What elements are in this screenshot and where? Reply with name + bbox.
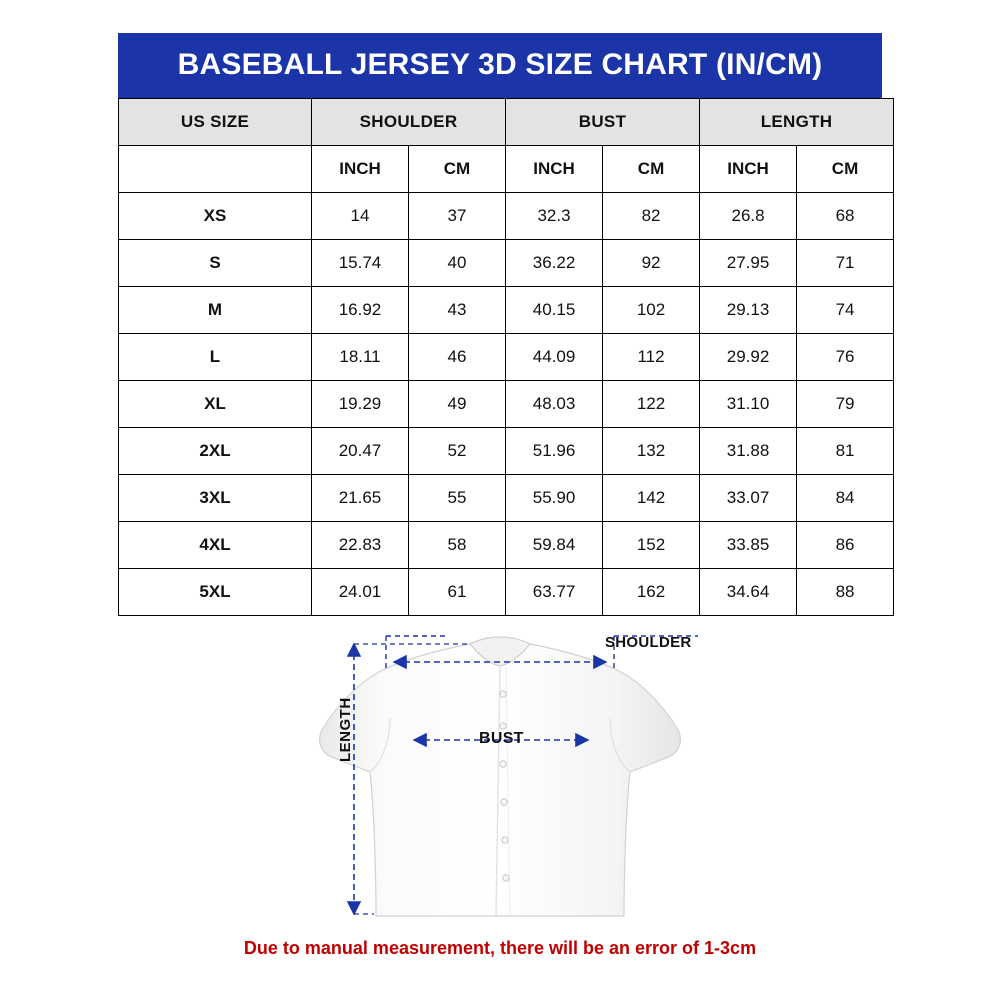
cell-size: 5XL (119, 568, 312, 615)
cell-length-cm: 76 (797, 333, 894, 380)
cell-length-cm: 88 (797, 568, 894, 615)
cell-shoulder-inch: 20.47 (312, 427, 409, 474)
cell-length-inch: 27.95 (700, 239, 797, 286)
cell-size: 2XL (119, 427, 312, 474)
cell-size: 3XL (119, 474, 312, 521)
unit-header-length-inch: INCH (700, 145, 797, 192)
table-row (119, 427, 894, 474)
table-row (119, 474, 894, 521)
cell-shoulder-cm: 37 (409, 192, 506, 239)
cell-bust-cm: 132 (603, 427, 700, 474)
cell-bust-cm: 82 (603, 192, 700, 239)
table-row (119, 380, 894, 427)
cell-length-cm: 86 (797, 521, 894, 568)
cell-size: L (119, 333, 312, 380)
table-row (119, 286, 894, 333)
group-header-bust: BUST (506, 98, 700, 145)
cell-bust-cm: 122 (603, 380, 700, 427)
table-row (119, 568, 894, 615)
cell-length-cm: 74 (797, 286, 894, 333)
cell-length-inch: 29.13 (700, 286, 797, 333)
cell-shoulder-inch: 24.01 (312, 568, 409, 615)
cell-size: XS (119, 192, 312, 239)
cell-length-inch: 31.88 (700, 427, 797, 474)
cell-shoulder-cm: 61 (409, 568, 506, 615)
cell-shoulder-cm: 49 (409, 380, 506, 427)
cell-length-inch: 33.85 (700, 521, 797, 568)
size-table (118, 98, 894, 616)
unit-header-bust-inch: INCH (506, 145, 603, 192)
size-chart-container (118, 33, 882, 616)
cell-shoulder-cm: 55 (409, 474, 506, 521)
cell-bust-inch: 59.84 (506, 521, 603, 568)
cell-length-cm: 79 (797, 380, 894, 427)
cell-shoulder-cm: 58 (409, 521, 506, 568)
measurement-diagram (118, 622, 882, 932)
cell-bust-inch: 63.77 (506, 568, 603, 615)
table-row (119, 521, 894, 568)
table-row (119, 239, 894, 286)
cell-length-inch: 31.10 (700, 380, 797, 427)
cell-length-inch: 29.92 (700, 333, 797, 380)
jersey-illustration (118, 622, 882, 932)
cell-bust-inch: 40.15 (506, 286, 603, 333)
cell-shoulder-cm: 52 (409, 427, 506, 474)
unit-header-bust-cm: CM (603, 145, 700, 192)
table-group-header-row (119, 98, 894, 145)
cell-shoulder-cm: 40 (409, 239, 506, 286)
cell-shoulder-inch: 14 (312, 192, 409, 239)
jersey-shape (320, 637, 681, 916)
cell-bust-cm: 142 (603, 474, 700, 521)
cell-shoulder-cm: 46 (409, 333, 506, 380)
unit-header-shoulder-cm: CM (409, 145, 506, 192)
table-unit-header-row (119, 145, 894, 192)
group-header-us-size: US SIZE (119, 98, 312, 145)
cell-length-cm: 81 (797, 427, 894, 474)
table-row (119, 192, 894, 239)
cell-bust-cm: 102 (603, 286, 700, 333)
cell-bust-inch: 55.90 (506, 474, 603, 521)
cell-bust-inch: 48.03 (506, 380, 603, 427)
measurement-note: Due to manual measurement, there will be an error of 1-3cm (243, 938, 757, 958)
cell-length-inch: 33.07 (700, 474, 797, 521)
length-label: LENGTH (337, 697, 354, 762)
bust-label: BUST (479, 730, 524, 747)
table-row (119, 333, 894, 380)
cell-shoulder-inch: 21.65 (312, 474, 409, 521)
cell-shoulder-inch: 19.29 (312, 380, 409, 427)
cell-shoulder-inch: 22.83 (312, 521, 409, 568)
cell-bust-cm: 162 (603, 568, 700, 615)
cell-bust-inch: 32.3 (506, 192, 603, 239)
cell-bust-cm: 92 (603, 239, 700, 286)
cell-length-cm: 68 (797, 192, 894, 239)
page-title: BASEBALL JERSEY 3D SIZE CHART (IN/CM) (118, 33, 882, 98)
cell-shoulder-inch: 16.92 (312, 286, 409, 333)
cell-length-cm: 84 (797, 474, 894, 521)
cell-shoulder-inch: 15.74 (312, 239, 409, 286)
cell-bust-inch: 51.96 (506, 427, 603, 474)
cell-bust-inch: 36.22 (506, 239, 603, 286)
cell-shoulder-inch: 18.11 (312, 333, 409, 380)
cell-length-inch: 26.8 (700, 192, 797, 239)
unit-header-shoulder-inch: INCH (312, 145, 409, 192)
cell-size: 4XL (119, 521, 312, 568)
cell-size: M (119, 286, 312, 333)
shoulder-label: SHOULDER (605, 634, 692, 651)
unit-header-blank (119, 145, 312, 192)
cell-shoulder-cm: 43 (409, 286, 506, 333)
cell-bust-cm: 152 (603, 521, 700, 568)
unit-header-length-cm: CM (797, 145, 894, 192)
cell-length-inch: 34.64 (700, 568, 797, 615)
group-header-length: LENGTH (700, 98, 894, 145)
cell-bust-cm: 112 (603, 333, 700, 380)
group-header-shoulder: SHOULDER (312, 98, 506, 145)
cell-bust-inch: 44.09 (506, 333, 603, 380)
cell-length-cm: 71 (797, 239, 894, 286)
cell-size: XL (119, 380, 312, 427)
cell-size: S (119, 239, 312, 286)
